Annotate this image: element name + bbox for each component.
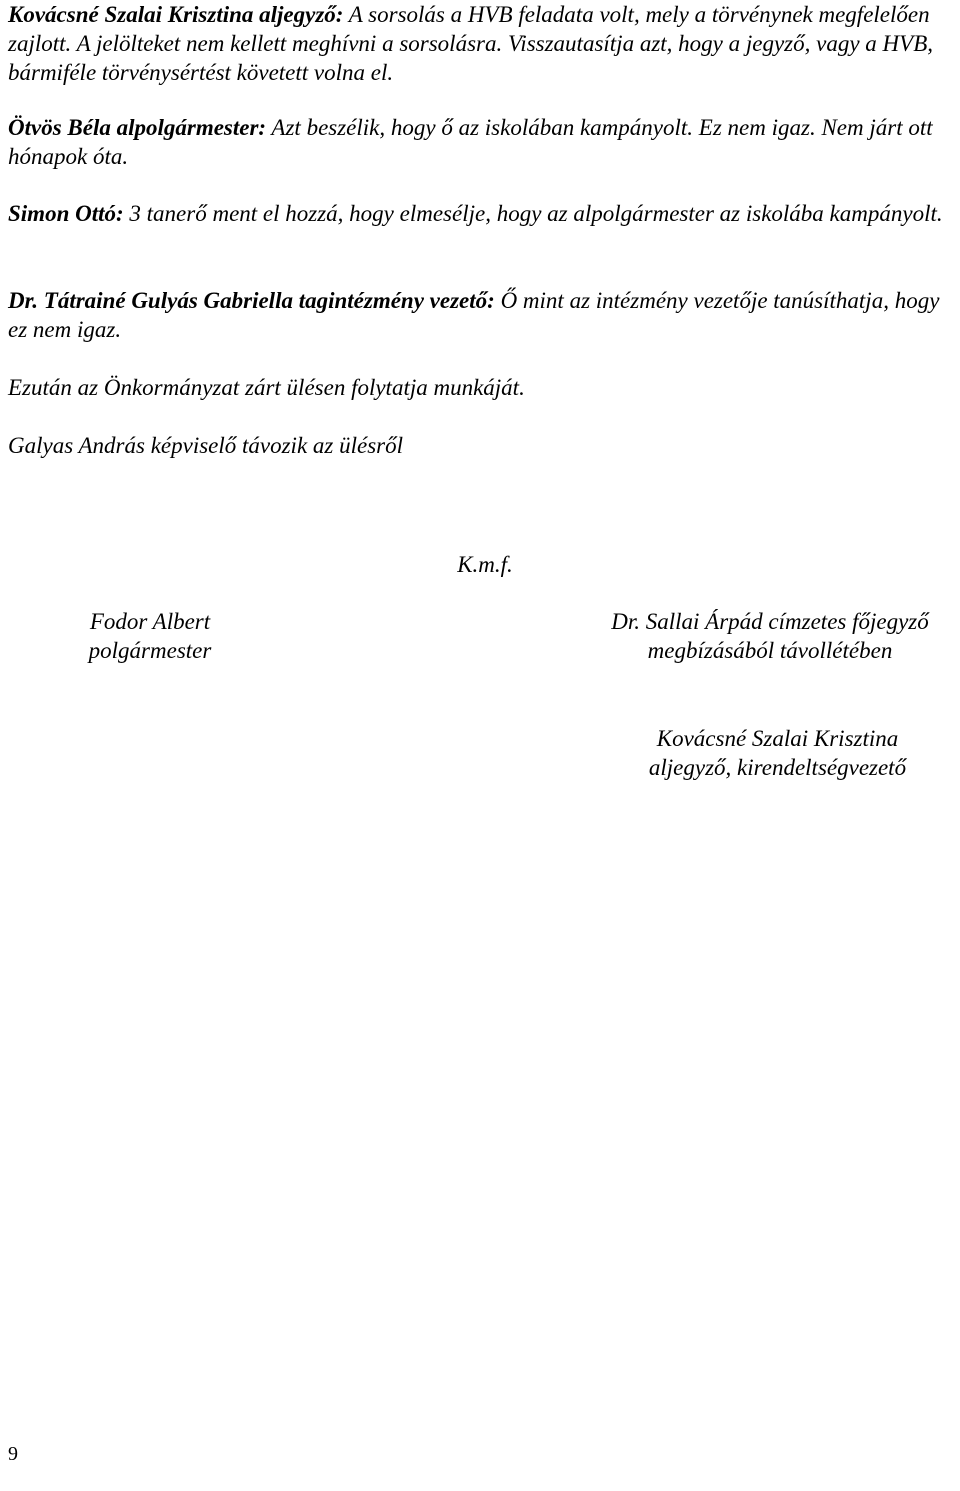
kmf-label: K.m.f. xyxy=(457,552,513,577)
paragraph-text: Ő mint az intézmény vezetője tanúsíthatja, hogy ez nem igaz. xyxy=(8,288,940,342)
paragraph-alpolgarmester xyxy=(8,113,952,171)
signature-name: Dr. Sallai Árpád címzetes főjegyző xyxy=(611,609,929,634)
signature-name: Fodor Albert xyxy=(89,609,211,634)
signature-right xyxy=(580,607,960,665)
signature-title: megbízásából távollétében xyxy=(647,638,893,663)
signature-name: Kovácsné Szalai Krisztina xyxy=(656,726,899,751)
page-number: 9 xyxy=(8,1443,18,1465)
speaker-name: Simon Ottó: xyxy=(8,201,124,226)
signature-title: polgármester xyxy=(88,638,212,663)
paragraph-text: 3 tanerő ment el hozzá, hogy elmesélje, hogy az alpolgármester az iskolába kampányolt. xyxy=(123,201,943,226)
signature-left xyxy=(20,607,280,665)
paragraph-simon-otto xyxy=(8,199,952,228)
speaker-name: Ötvös Béla alpolgármester: xyxy=(8,115,267,140)
paragraph-text: A sorsolás a HVB feladata volt, mely a törvénynek megfelelően zajlott. A jelölteket nem kellett meghívni a sorsolásra. Visszautasítja azt, hogy a jegyző, vagy a HVB, bármiféle törvénysértést követett volna el. xyxy=(8,2,933,85)
paragraph-aljegyzo xyxy=(8,0,952,87)
paragraph-text: Azt beszélik, hogy ő az iskolában kampányolt. Ez nem igaz. Nem járt ott hónapok óta. xyxy=(8,115,933,169)
speaker-name: Kovácsné Szalai Krisztina aljegyző: xyxy=(8,2,344,27)
paragraph-tatraine xyxy=(8,286,952,344)
closing-statement: Ezután az Önkormányzat zárt ülésen folytatja munkáját. xyxy=(8,375,525,400)
departure-note: Galyas András képviselő távozik az ülésről xyxy=(8,433,403,458)
signature-bottom xyxy=(580,724,960,782)
speaker-name: Dr. Tátrainé Gulyás Gabriella tagintézmény vezető: xyxy=(8,288,495,313)
signature-title: aljegyző, kirendeltségvezető xyxy=(648,755,907,780)
